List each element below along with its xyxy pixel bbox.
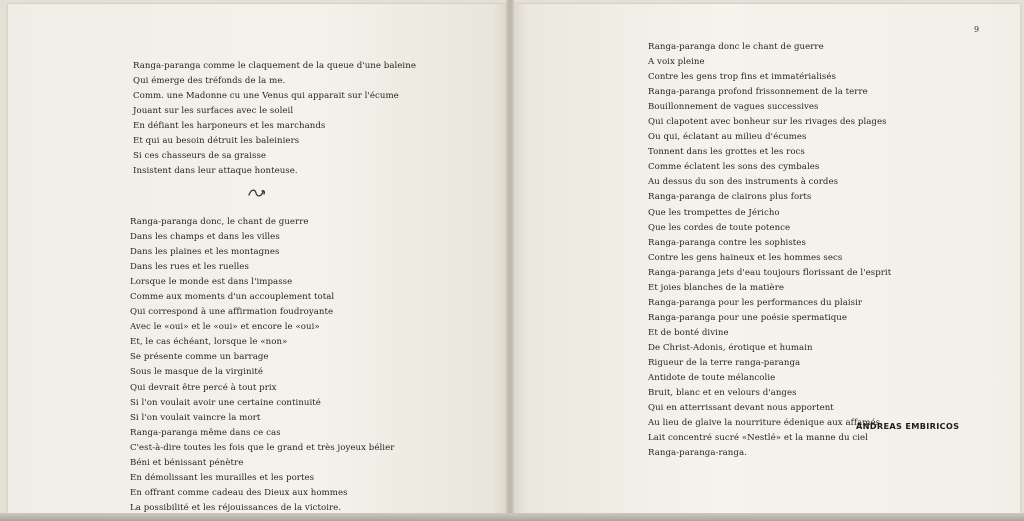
poem-line: Ranga-paranga profond frissonnement de la terre (648, 87, 868, 98)
poem-line: Avec le «oui» et le «oui» et encore le «oui» (130, 322, 320, 333)
poem-line: Lorsque le monde est dans l'impasse (130, 277, 293, 288)
poem-line: Jouant sur les surfaces avec le soleil (133, 106, 294, 117)
poem-line: Qui émerge des tréfonds de la me. (133, 76, 286, 87)
poem-line: Ranga-paranga-ranga. (648, 448, 747, 459)
poem-line: Ranga-paranga donc le chant de guerre (648, 42, 824, 52)
poem-line: Et joies blanches de la matière (648, 282, 784, 293)
poem-line: Ranga-paranga même dans ce cas (130, 427, 281, 438)
poem-line: Ranga-paranga comme le claquement de la queue d'une baleine (133, 61, 416, 71)
swash-ornament-icon (247, 186, 267, 198)
poem-line: Insistent dans leur attaque honteuse. (133, 166, 298, 177)
poem-line: Contre les gens trop fins et immatérialisés (648, 72, 836, 83)
poem-line: Lait concentré sucré «Nestlé» et la manne du ciel (648, 433, 868, 444)
poem-line: La possibilité et les réjouissances de la victoire. (130, 502, 342, 513)
poem-line: Se présente comme un barrage (130, 352, 269, 363)
poem-line: Que les cordes de toute potence (648, 222, 791, 233)
poem-line: Si ces chasseurs de sa graisse (133, 151, 267, 162)
poem-line: Qui correspond à une affirmation foudroyante (130, 307, 334, 318)
poem-line: Et de bonté divine (648, 327, 729, 338)
poem-line: Ranga-paranga pour une poésie spermatique (648, 312, 848, 323)
author-signature: ANDREAS EMBIRICOS (856, 421, 960, 431)
poem-line: Ranga-paranga jets d'eau toujours florissant de l'esprit (648, 267, 892, 278)
poem-line: Antidote de toute mélancolie (648, 373, 776, 384)
poem-line: En défiant les harponeurs et les marchands (133, 121, 326, 132)
poem-line: Et, le cas échéant, lorsque le «non» (130, 337, 288, 348)
poem-line: Béni et bénissant pénètre (130, 457, 244, 468)
poem-line: Ranga-paranga de clairons plus forts (648, 192, 812, 203)
poem-line: Si l'on voulait avoir une certaine continuité (130, 397, 321, 408)
poem-line: Qui clapotent avec bonheur sur les rivages des plages (648, 117, 887, 128)
poem-line: En démolissant les murailles et les portes (130, 472, 315, 483)
poem-line: Et qui au besoin détruit les baleiniers (133, 136, 300, 147)
poem-line: Si l'on voulait vaincre la mort (130, 412, 261, 423)
right-stanza (648, 40, 891, 461)
poem-line: Bruit, blanc et en velours d'anges (648, 388, 797, 399)
poem-line: En offrant comme cadeau des Dieux aux hommes (130, 487, 348, 498)
left-stanza-2 (130, 215, 394, 516)
left-stanza-1 (133, 59, 416, 179)
poem-line: Au dessus du son des instruments à cordes (648, 177, 839, 188)
poem-line: Dans les plaines et les montagnes (130, 247, 280, 258)
poem-line: Ranga-paranga contre les sophistes (648, 237, 806, 248)
poem-line: Dans les rues et les ruelles (130, 262, 249, 273)
page-number: 9 (974, 25, 980, 34)
poem-line: Sous le masque de la virginité (130, 367, 264, 378)
poem-line: Au lieu de glaive la nourriture édenique aux affamés (648, 418, 881, 429)
poem-line: Tonnent dans les grottes et les rocs (648, 147, 805, 158)
book-gutter (506, 0, 514, 521)
poem-line: Que les trompettes de Jéricho (648, 207, 780, 218)
poem-line: Comm. une Madonne cu une Venus qui apparait sur l'écume (133, 91, 399, 102)
poem-line: Comme éclatent les sons des cymbales (648, 162, 820, 173)
poem-line: Ranga-paranga donc, le chant de guerre (130, 217, 309, 227)
poem-line: A voix pleine (648, 57, 705, 68)
poem-line: Ou qui, éclatant au milieu d'écumes (648, 132, 807, 143)
poem-line: Rigueur de la terre ranga-paranga (648, 357, 801, 368)
poem-line: Dans les champs et dans les villes (130, 232, 280, 243)
poem-line: Contre les gens haineux et les hommes secs (648, 252, 843, 263)
poem-line: Qui devrait être percé à tout prix (130, 382, 277, 393)
poem-line: Bouillonnement de vagues successives (648, 102, 819, 113)
poem-line: Qui en atterrissant devant nous apportent (648, 403, 834, 414)
poem-line: C'est-à-dire toutes les fois que le grand et très joyeux bélier (130, 442, 395, 453)
poem-line: De Christ-Adonis, érotique et humain (648, 342, 813, 353)
poem-line: Comme aux moments d'un accouplement total (130, 292, 335, 303)
poem-line: Ranga-paranga pour les performances du plaisir (648, 297, 863, 308)
